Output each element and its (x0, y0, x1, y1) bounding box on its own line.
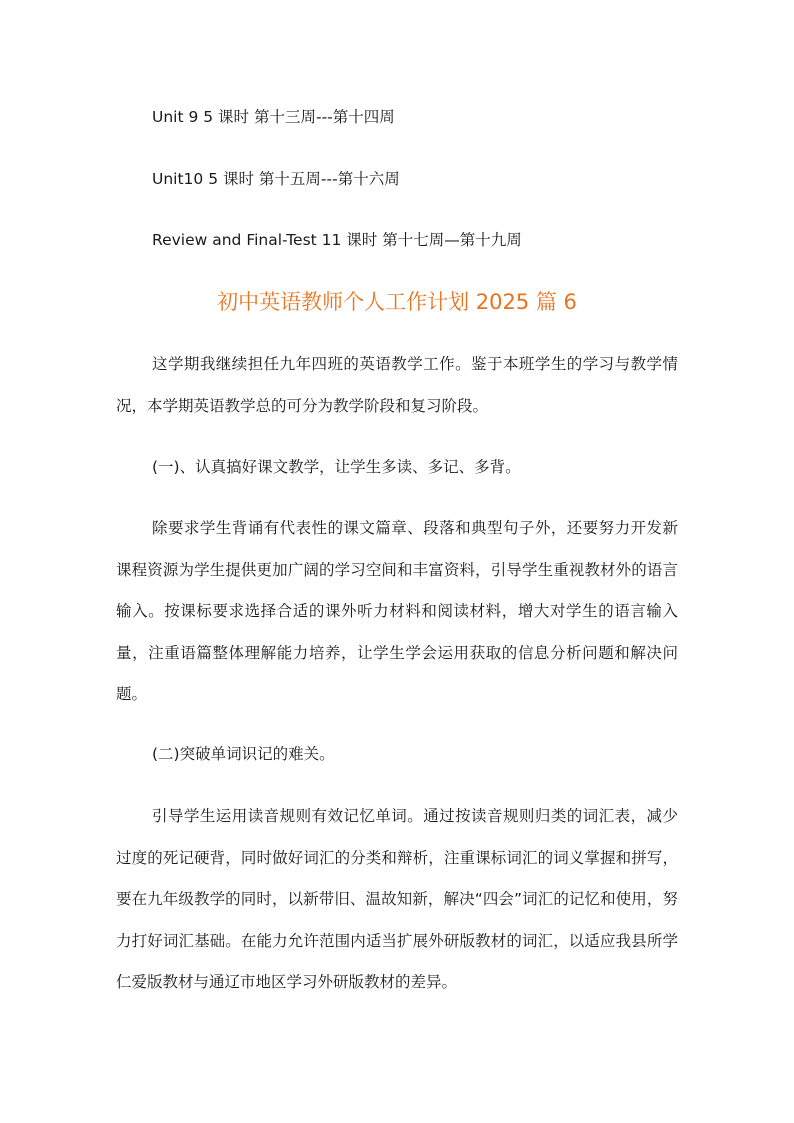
paragraph-text: 除要求学生背诵有代表性的课文篇章、段落和典型句子外，还要努力开发新课程资源为学生提供更加广阔的学习空间和丰富资料，引导学生重视教材外的语言输入。按课标要求选择合适的课外听力材料和阅读材料，增大对学生的语言输入量，注重语篇整体理解能力培养，让学生学会运用获取的信息分析问题和解决问题。 (116, 519, 678, 703)
paragraph-text: 这学期我继续担任九年四班的英语教学工作。鉴于本班学生的学习与教学情况，本学期英语教学总的可分为教学阶段和复习阶段。 (116, 355, 678, 415)
schedule-line-unit9: Unit 9 5 课时 第十三周---第十四周 (152, 108, 395, 126)
section-heading: 初中英语教师个人工作计划 2025 篇 6 (217, 290, 577, 314)
paragraph-vocabulary (116, 796, 678, 1004)
paragraph-text-reading (116, 508, 678, 716)
paragraph-subheading-1 (116, 447, 678, 489)
paragraph-text: (一)、认真搞好课文教学，让学生多读、多记、多背。 (152, 458, 521, 476)
paragraph-text: (二)突破单词识记的难关。 (152, 745, 335, 763)
paragraph-subheading-2 (116, 734, 678, 776)
schedule-line-unit10: Unit10 5 课时 第十五周---第十六周 (152, 170, 400, 188)
paragraph-intro (116, 344, 678, 427)
schedule-line-review: Review and Final-Test 11 课时 第十七周—第十九周 (152, 231, 522, 249)
paragraph-text: 引导学生运用读音规则有效记忆单词。通过按读音规则归类的词汇表，减少过度的死记硬背，同时做好词汇的分类和辩析，注重课标词汇的词义掌握和拼写，要在九年级教学的同时，以新带旧、温故知新，解决“四会”词汇的记忆和使用，努力打好词汇基础。在能力允许范围内适当扩展外研版教材的词汇，以适应我县所学仁爱版教材与通辽市地区学习外研版教材的差异。 (116, 807, 678, 991)
